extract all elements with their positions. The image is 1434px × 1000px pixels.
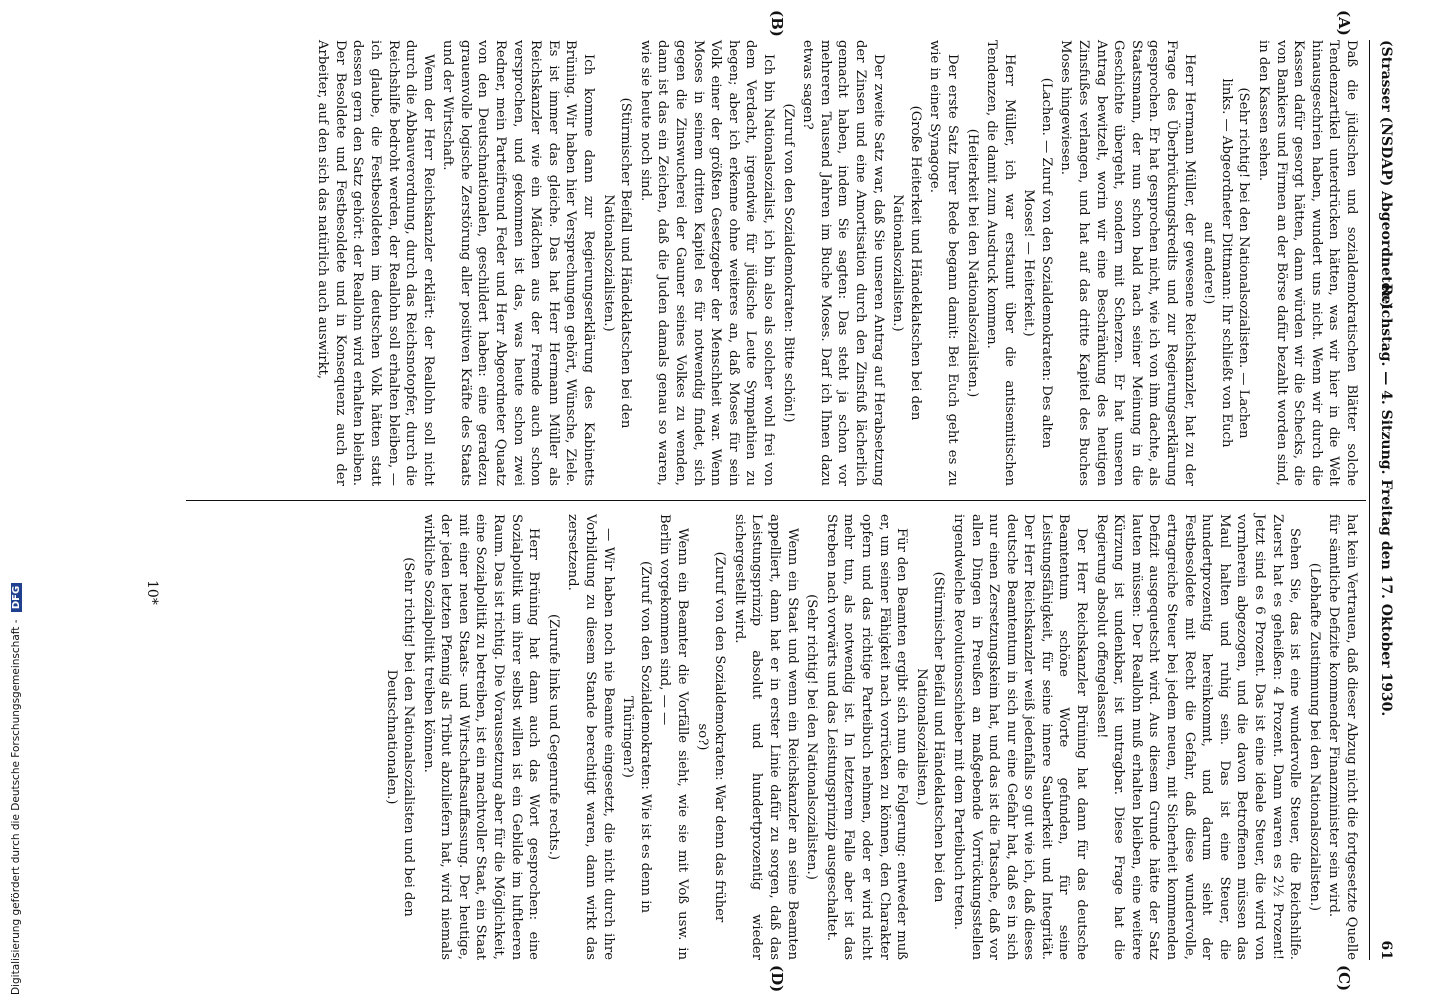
interjection: (Zurufe links und Gegenrufe rechts.) <box>545 613 561 861</box>
paragraph: Ich komme dann zur Regierungserklärung des Kabinetts Brüning. Wir haben hier Versprechungen gehört, Wünsche, Ziele. Es ist immer das gleiche. Das hat Herr Hermann Müller als Reichskanzler wie ein Mädchen aus der Fremde auch schon versprochen, und gekommen ist das, was heute schon zwei Redner, mein Parteifreund Feder und Herr Abgeordneter Quaatz von den Deutschnationalen, geschildert haben: eine geradezu grauenvolle logische Zerstörung aller positiven Kräfte des Staats und der Wirtschaft. <box>440 40 597 486</box>
interjection: (Lachen. — Zuruf von den Sozialdemokraten: Des alten Moses! — Heiterkeit.) <box>1021 77 1054 449</box>
margin-marker-b: (B) <box>768 10 786 37</box>
paragraph: Herr Hermann Müller, der gewesene Reichskanzler, hat zu der Frage des Überbrückungskredits und zur Regierungserklärung gesprochen. Er hat gesprochen nicht, wie ich von ihm dachte, als Staatsmann, der nun schon bald nach seiner Meinung in die Geschichte übergeht, sondern mit Scherzen. Er hat unseren Antrag bewitzelt, worin wir eine Beschränkung des heutigen Zinsfußes verlangen, und hat auf das dritte Kapitel des Buches Moses hingewiesen. <box>1058 40 1197 486</box>
paragraph: Herr Müller, ich war erstaunt über die antisemitischen Tendenzen, die damit zum Ausdruck kommen. <box>984 40 1017 486</box>
interjection: (Große Heiterkeit und Händeklatschen bei den Nationalsozialisten.) <box>890 105 923 421</box>
interjection: (Sehr richtig! bei den Nationalsozialisten. — Lachen links. — Abgeordneter Dittmann: Ihr schließt von Euch auf andere!) <box>1201 78 1252 448</box>
interjection: (Stürmischer Beifall und Händeklatschen bei den Nationalsozialisten.) <box>913 571 947 903</box>
left-text-column <box>312 40 1360 486</box>
right-text-column <box>380 514 1360 960</box>
signature-mark: 10* <box>144 580 160 605</box>
paragraph: Daß die jüdischen und sozialdemokratischen Blätter solche Tendenzartikel unterdrücken hätten, was wir hier in die Welt hinausgeschrien haben, wundert uns nicht. Wenn wir durch die Kassen dafür gesorgt hätten, dann würden wir die Schecks, die von Bankiers und Firmen an der Börse dafür bezahlt worden sind, in den Kassen sehen. <box>1256 40 1359 486</box>
digitization-footer <box>10 583 22 995</box>
header-page-number: 61 <box>1378 940 1394 960</box>
header-title: Reichstag. — 4. Sitzung. Freitag den 17. Oktober 1930. <box>1378 283 1394 717</box>
interjection: (Zuruf von den Sozialdemokraten: Wie ist es denn in Thüringen?) <box>620 561 653 913</box>
dfg-logo: DFG <box>11 583 22 612</box>
paragraph: Wenn ein Beamter die Vorfälle sieht, wie sie mit Voß usw. in Berlin vorgekommen sind, — — <box>657 514 691 960</box>
interjection: (Sehr richtig! bei den Nationalsozialisten.) <box>804 594 820 880</box>
header-rule <box>1369 40 1370 960</box>
interjection: (Zuruf von den Sozialdemokraten: Bitte schön!) <box>780 103 796 423</box>
interjection: (Stürmischer Beifall und Händeklatschen bei den Nationalsozialisten.) <box>600 97 634 429</box>
margin-marker-c: (C) <box>1335 965 1353 992</box>
margin-marker-a: (A) <box>1335 10 1353 36</box>
interjection: (Zuruf von den Sozialdemokraten: War denn das früher so?) <box>694 551 728 923</box>
paragraph: — Wir haben noch nie Beamte eingesetzt, die nicht durch ihre Vorbildung zu diesem Stande berechtigt waren, dann wirkt das zersetzend. <box>565 514 616 960</box>
paragraph: Für den Beamten ergibt sich nun die Folgerung: entweder muß er, um seiner Fähigkeit nach vorrücken zu können, den Charakter opfern und das richtige Parteibuch nehmen, oder er wird nicht mehr tun, als notwendig ist. In letzterem Falle aber ist das Streben nach vorwärts und das Leistungsprinzip ausgeschaltet. <box>823 514 910 960</box>
column-divider <box>186 500 1366 501</box>
interjection: (Lebhafte Zustimmung bei den Nationalsozialisten.) <box>1306 562 1322 912</box>
paragraph: Ich bin Nationalsozialist, ich bin also als solcher wohl frei von dem Verdacht, irgendwie für jüdische Leute Sympathien zu hegen; aber ich erkenne ohne weiteres an, daß Moses für sein Volk einer der größten Gesetzgeber der Menschheit war. Wenn Moses in seinem dritten Kapitel es für notwendig findet, sich gegen die Zinswucherei der Gauner seines Volkes zu wenden, dann ist das ein Zeichen, daß die Juden damals genau so waren, wie sie heute noch sind. <box>637 40 776 486</box>
page-header <box>1372 40 1400 960</box>
paragraph: Wenn der Herr Reichskanzler erklärt: der Reallohn soll nicht durch die Abbauverordnung, durch das Reichsnotopfer, durch die Reichshilfe bedroht werden, der Reallohn soll erhalten bleiben, — ich glaube, die Festbesoldeten im deutschen Volk hätten statt dessen gern den Satz gehört: der Reallohn wird erhalten bleiben. Der Besoldete und Festbesoldete und in Konsequenz auch der Arbeiter, auf den sich das natürlich auch auswirkt, <box>315 40 436 486</box>
paragraph: Sehen Sie, das ist eine wundervolle Steuer, die Reichshilfe. Zuerst hat es geheißen: 4 Prozent. Dann waren es 2½ Prozent! Jetzt sind es 6 Prozent. Das ist eine ideale Steuer, die wird von vornherein abgezogen, und die davon Betroffenen müssen das Maul halten und ruhig sein. Das ist eine Steuer, die hundertprozentig hereinkommt, und darum sieht der Festbesoldete mit Recht die Gefahr, daß diese wundervolle, ertragreiche Steuer bei jedem neuen, mit Sicherheit kommenden Defizit ausgequetscht wird. Aus diesem Grunde hätte der Satz lauten müssen: Der Reallohn muß erhalten bleiben, eine weitere Kürzung ist undenkbar, ist untragbar. Diese Frage hat die Regierung absolut offengelassen! <box>1093 514 1303 960</box>
paragraph: Der zweite Satz war, daß Sie unseren Antrag auf Herabsetzung der Zinsen und eine Amortisation durch den Zinsfuß lächerlich gemacht haben, indem Sie sagten: Das steht ja schon vor mehreren Tausend Jahren im Buche Moses. Darf ich Ihnen dazu etwas sagen? <box>800 40 886 486</box>
paragraph: Wenn ein Staat und wenn ein Reichskanzler an seine Beamten appelliert, dann hat er in erster Linie dafür zu sorgen, daß das Leistungsprinzip absolut und hundertprozentig wieder sichergestellt wird. <box>731 514 800 960</box>
paragraph: hat kein Vertrauen, daß dieser Abzug nicht die fortgesetzte Quelle für sämtliche Defizite kommender Finanzminister sein wird. <box>1326 514 1359 960</box>
interjection: (Heiterkeit bei den Nationalsozialisten.) <box>964 128 980 398</box>
margin-marker-d: (D) <box>768 965 786 993</box>
interjection: (Sehr richtig! bei den Nationalsozialisten und bei den Deutschnationalen.) <box>383 557 417 917</box>
header-speaker: (Strasser (NSDAP) Abgeordneter.) <box>1378 40 1394 310</box>
paragraph: Der erste Satz Ihrer Rede begann damit: Bei Euch geht es zu wie in einer Synagoge. <box>927 40 960 486</box>
rotated-page <box>70 10 1400 993</box>
paragraph: Herr Brüning hat dann auch das Wort gesprochen: eine Sozialpolitik um ihrer selbst willen ist ein Gebilde im luftleeren Raum. Das ist richtig. Die Voraussetzung aber für die Möglichkeit, eine Sozialpolitik zu betreiben, ist ein machtvoller Staat, ein Staat mit einer neuen Staats- und Wirtschaftsauffassung. Der heutige, der jeden letzten Pfennig als Tribut abzuliefern hat, wird niemals wirkliche Sozialpolitik treiben können. <box>420 514 542 960</box>
footer-text: Digitalisierung gefördert durch die Deutsche Forschungsgemeinschaft - <box>10 619 22 995</box>
paragraph: Der Herr Reichskanzler Brüning hat dann für das deutsche Beamtentum schöne Worte gefunden, für seine Leistungsfähigkeit, für seine innere Sauberkeit und Integrität. Der Herr Reichskanzler weiß jedenfalls so gut wie ich, daß dieses deutsche Beamtentum in sich nur eine Gefahr hat, daß es in sich nur einen Zersetzungskeim hat, und das ist die Tatsache, daß vor allen Dingen in Preußen an maßgebende Vorrückungsstellen irgendwelche Revolutionsschieber mit dem Parteibuch treten. <box>950 514 1090 960</box>
